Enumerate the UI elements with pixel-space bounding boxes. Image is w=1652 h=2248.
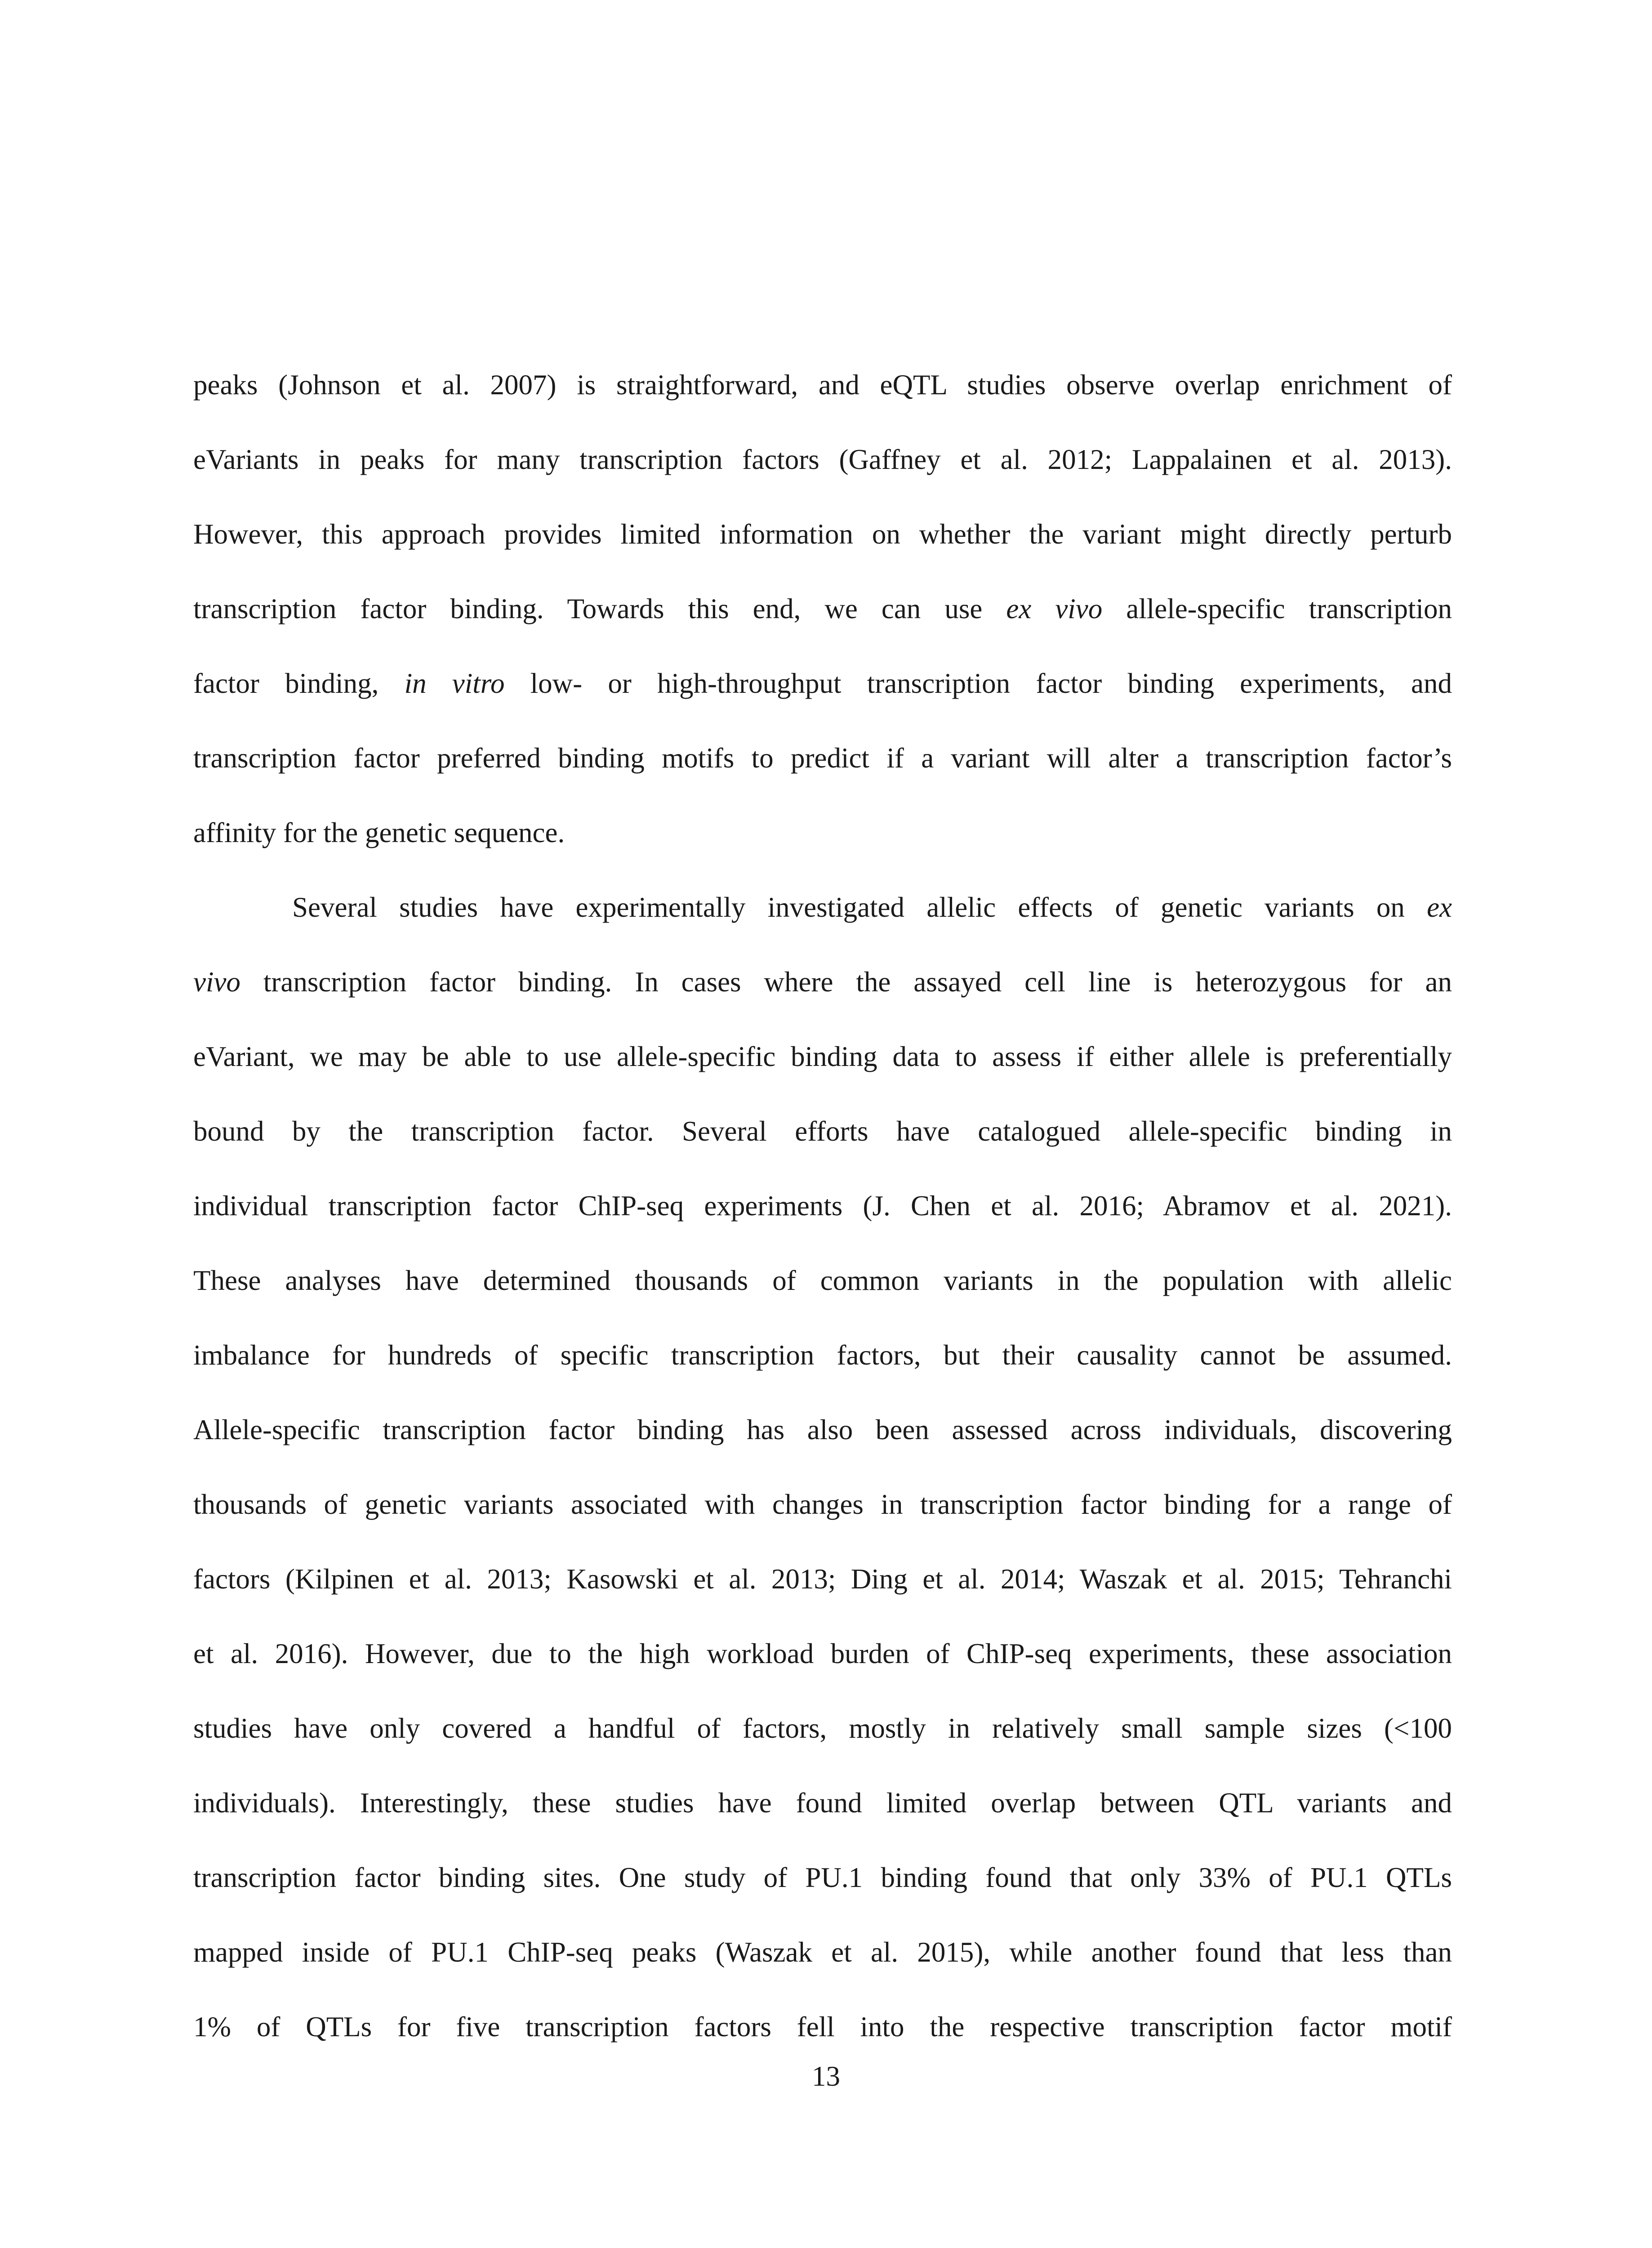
text-line [193, 1482, 1452, 1557]
text-segment: These analyses have determined thousands of common variants in the population with allelic [193, 1265, 1452, 1296]
text-segment: bound by the transcription factor. Several efforts have catalogued allele-specific binding in [193, 1115, 1452, 1147]
text-segment: 1% of QTLs for five transcription factors fell into the respective transcription factor motif [193, 2011, 1452, 2043]
body-text [193, 362, 1452, 2079]
text-segment: transcription factor preferred binding motifs to predict if a variant will alter a transcription factor’s [193, 742, 1452, 774]
text-line [193, 1034, 1452, 1109]
text-line [193, 362, 1452, 437]
text-line [193, 1183, 1452, 1258]
text-segment: Several studies have experimentally investigated allelic effects of genetic variants on [292, 892, 1427, 923]
text-line [193, 1407, 1452, 1482]
page-number: 13 [812, 2061, 840, 2092]
text-segment: factors (Kilpinen et al. 2013; Kasowski et al. 2013; Ding et al. 2014; Waszak et al. 2015; Tehranchi [193, 1563, 1452, 1595]
text-line [193, 885, 1452, 959]
text-segment: transcription factor binding sites. One study of PU.1 binding found that only 33% of PU.1 QTLs [193, 1862, 1452, 1893]
italic-text: ex [1427, 892, 1452, 923]
text-line [193, 437, 1452, 512]
text-line [193, 1780, 1452, 1855]
text-line [193, 1855, 1452, 1930]
text-line [193, 1258, 1452, 1333]
text-segment: thousands of genetic variants associated with changes in transcription factor binding for a range of [193, 1489, 1452, 1520]
text-line [193, 810, 1452, 885]
text-segment: low- or high-throughput transcription factor binding experiments, and [504, 668, 1452, 699]
text-segment: imbalance for hundreds of specific transcription factors, but their causality cannot be assumed. [193, 1339, 1452, 1371]
text-line [193, 1930, 1452, 2004]
text-segment: transcription factor binding. In cases where the assayed cell line is heterozygous for an [240, 966, 1452, 998]
text-segment: eVariants in peaks for many transcription factors (Gaffney et al. 2012; Lappalainen et al. 2013). [193, 444, 1452, 475]
text-line [193, 1706, 1452, 1780]
italic-text: ex vivo [1006, 593, 1103, 624]
text-segment: factor binding, [193, 668, 405, 699]
text-segment: et al. 2016). However, due to the high workload burden of ChIP-seq experiments, these association [193, 1638, 1452, 1669]
text-line [193, 512, 1452, 586]
text-segment: individual transcription factor ChIP-seq experiments (J. Chen et al. 2016; Abramov et al. 2021). [193, 1190, 1452, 1222]
text-line [193, 959, 1452, 1034]
text-line [193, 1557, 1452, 1631]
text-segment: Allele-specific transcription factor binding has also been assessed across individuals, discovering [193, 1414, 1452, 1445]
text-line [193, 736, 1452, 810]
text-line [193, 1109, 1452, 1183]
text-segment: studies have only covered a handful of factors, mostly in relatively small sample sizes (<100 [193, 1713, 1452, 1744]
text-line [193, 1333, 1452, 1407]
italic-text: vivo [193, 966, 240, 998]
text-segment: transcription factor binding. Towards this end, we can use [193, 593, 1006, 624]
text-line [193, 661, 1452, 736]
text-segment: mapped inside of PU.1 ChIP-seq peaks (Waszak et al. 2015), while another found that less than [193, 1936, 1452, 1968]
text-segment: However, this approach provides limited information on whether the variant might directly perturb [193, 518, 1452, 550]
text-line [193, 1631, 1452, 1706]
text-segment: peaks (Johnson et al. 2007) is straightforward, and eQTL studies observe overlap enrichment of [193, 369, 1452, 401]
text-segment: allele-specific transcription [1102, 593, 1452, 624]
italic-text: in vitro [404, 668, 505, 699]
text-line [193, 586, 1452, 661]
text-segment: affinity for the genetic sequence. [193, 817, 565, 848]
text-segment: eVariant, we may be able to use allele-specific binding data to assess if either allele is preferentially [193, 1041, 1452, 1072]
text-segment: individuals). Interestingly, these studies have found limited overlap between QTL variants and [193, 1787, 1452, 1819]
